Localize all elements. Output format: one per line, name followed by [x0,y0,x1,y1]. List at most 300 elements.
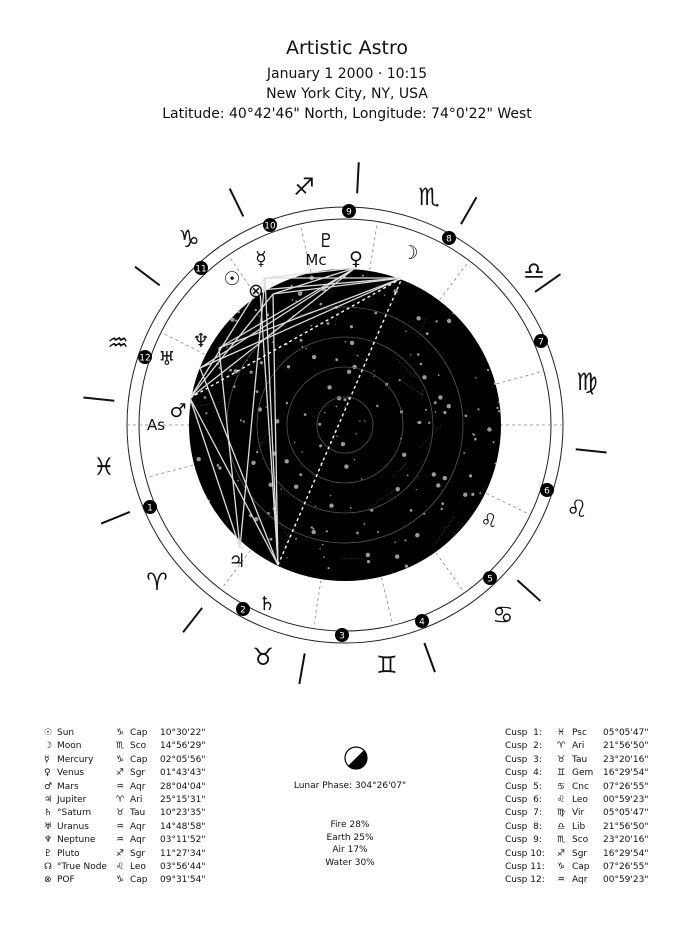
planet-icon: ⊗ [44,875,52,886]
sign-abbr: Aqr [130,781,146,792]
star-dot [207,544,210,547]
cusp-position: 16°29'54" [603,768,649,779]
star-dot [210,317,214,321]
zodiac-boundary-tick [183,608,202,632]
planet-pof-icon: ⊗ [248,280,264,302]
star-dot [319,548,320,549]
star-dot [489,542,490,543]
sign-abbr: Cap [130,875,148,886]
star-dot [434,401,437,404]
star-dot [438,374,440,376]
zodiac-libra-icon: ♎ [523,257,545,285]
cusp-row [505,740,665,753]
planet-position: 14°48'58" [160,821,206,832]
star-dot [376,405,378,407]
star-dot [436,483,440,487]
sign-icon: ♌ [557,794,566,805]
zodiac-boundary-tick [517,580,540,601]
house-cusp-line [313,580,321,628]
star-dot [362,275,364,277]
planet-mercury-icon: ☿ [255,248,267,270]
planet-row [44,767,264,780]
star-dot [374,312,377,315]
zodiac-boundary-tick [424,643,435,672]
star-dot [474,304,477,307]
zodiac-leo-icon: ♌ [566,495,588,523]
star-dot [295,538,297,540]
star-dot [465,564,468,567]
cusp-row [505,848,665,861]
star-dot [298,292,302,296]
star-dot [479,492,481,494]
sign-icon: ♒ [557,875,566,886]
star-dot [476,541,478,543]
star-dot [218,466,221,469]
star-dot [295,300,297,302]
sign-abbr: Aqr [572,875,588,886]
sign-icon: ♊ [557,768,566,779]
cusp-position: 23°20'16" [603,835,649,846]
zodiac-scorpio-icon: ♏ [418,183,440,211]
star-dot [435,411,437,413]
star-dot [474,438,477,441]
star-dot [357,355,359,357]
cusp-label: Cusp 4: [505,768,542,779]
star-dot [221,541,223,543]
star-dot [240,419,242,421]
star-dot [490,341,491,342]
birth-date: January 1 2000 · 10:15 [266,66,428,82]
sign-abbr: Ari [572,741,585,752]
sign-icon: ♒ [116,821,125,832]
sign-abbr: Sco [572,835,589,846]
svg-text:3: 3 [339,631,345,642]
star-dot [343,398,346,401]
star-dot [482,345,483,346]
planet-icon: ♇ [44,848,53,859]
sign-icon: ♐ [116,768,125,779]
sign-abbr: Sgr [130,768,146,779]
star-dot [407,474,409,476]
constellation-line [203,518,218,545]
star-dot [441,502,444,505]
zodiac-pisces-icon: ♓ [93,453,115,481]
house-number-11 [194,261,208,275]
cusp-position: 21°56'50" [603,821,649,832]
star-dot [315,506,316,507]
planet-icon: ♃ [44,794,53,805]
planet-position: 28°04'04" [160,781,206,792]
star-dot [287,557,288,558]
star-dot [272,285,274,287]
cusp-position: 00°59'23" [603,875,649,886]
sign-abbr: Leo [572,794,588,805]
star-dot [426,332,429,335]
star-dot [447,404,451,408]
star-dot [326,530,328,532]
house-cusp-line [370,222,378,270]
star-dot [494,463,496,465]
star-dot [335,358,338,361]
element-balance [250,819,450,869]
star-dot [336,436,337,437]
star-dot [443,476,447,480]
planet-position: 02°05'56" [160,754,206,765]
star-dot [208,500,210,502]
house-number-2 [236,602,250,616]
planet-row [44,861,264,874]
cusp-row [505,861,665,874]
sign-icon: ♈ [116,794,125,805]
star-dot [318,423,321,426]
star-dot [294,485,298,489]
zodiac-boundary-tick [135,267,160,286]
sign-icon: ♑ [116,728,125,738]
house-cusp-line [440,261,470,300]
cusp-position: 05°05'47" [603,728,649,738]
sign-icon: ♉ [116,808,125,819]
lunar-phase-label: Lunar Phase: 304°26'07" [293,781,407,791]
cusp-label: Cusp 8: [505,821,542,832]
cusp-label: Cusp 3: [505,754,542,765]
planet-position: 10°30'22" [160,728,206,738]
star-dot [493,441,495,443]
svg-text:9: 9 [346,207,352,218]
planet-row [44,821,264,834]
planet-row [44,874,264,887]
star-dot [493,293,494,294]
star-dot [405,565,408,568]
star-dot [330,495,331,496]
cusp-label: Cusp 12: [505,875,545,886]
zodiac-cancer-icon: ♋ [492,601,514,629]
star-dot [274,577,277,580]
star-dot [260,361,263,364]
planet-icon: ☿ [44,754,50,765]
planet-position: 25°15'31" [160,794,206,805]
star-dot [441,508,443,510]
planet-row [44,834,264,847]
planet-venus-icon: ♀ [349,248,363,270]
star-dot [394,542,396,544]
planet-row [44,740,264,753]
star-dot [214,273,217,276]
zodiac-boundary-tick [576,449,607,452]
house-number-10 [263,218,277,232]
planet-uranus-icon: ♅ [158,348,176,370]
planet-icon: ☽ [44,741,53,752]
cusp-row [505,821,665,834]
star-dot [494,382,497,385]
star-dot [243,420,245,422]
planet-icon: ♆ [44,835,53,846]
planet-name: Moon [57,741,82,752]
star-dot [327,385,331,389]
star-dot [347,370,351,374]
sign-abbr: Ari [130,794,143,805]
sign-abbr: Tau [572,754,588,765]
svg-text:12: 12 [139,353,151,364]
star-dot [359,421,360,422]
star-dot [416,316,420,320]
planet-position: 11°27'34" [160,848,206,859]
star-dot [366,553,370,557]
cusp-label: Cusp 1: [505,728,542,738]
sign-icon: ♎ [557,821,566,832]
sign-abbr: Cap [130,728,148,738]
sign-icon: ♍ [557,808,566,819]
cusp-row [505,807,665,820]
star-dot [265,407,266,408]
star-dot [299,473,302,476]
star-dot [304,413,307,416]
planet-row [44,727,264,740]
svg-text:2: 2 [240,605,246,616]
constellation-line [457,536,459,565]
zodiac-gemini-icon: ♊ [376,651,398,679]
star-dot [287,365,290,368]
planet-position: 03°11'52" [160,835,206,846]
star-dot [424,275,426,277]
star-dot [392,268,396,272]
star-dot [463,493,467,497]
sign-abbr: Aqr [130,821,146,832]
svg-text:5: 5 [487,574,493,585]
planet-neptune-icon: ♆ [192,330,210,352]
sign-abbr: Sgr [130,848,146,859]
star-dot [291,285,293,287]
star-dot [432,557,435,560]
zodiac-boundary-tick [461,197,477,224]
star-dot [218,267,220,269]
planet-position: 09°31'54" [160,875,206,886]
star-dot [490,269,492,271]
planet-name: Mars [57,781,79,792]
planet-position: 01°43'43" [160,768,206,779]
star-dot [311,526,313,528]
star-dot [281,489,282,490]
zodiac-boundary-tick [357,162,359,193]
element-water: Water 30% [325,857,375,868]
star-dot [364,523,366,525]
star-dot [354,459,355,460]
star-dot [487,369,489,371]
star-dot [305,348,307,350]
cusp-label: Cusp 5: [505,781,542,792]
cusp-row [505,794,665,807]
star-dot [395,554,399,558]
star-dot [384,294,385,295]
planet-jupiter-icon: ♃ [228,550,246,572]
star-dot [475,377,477,379]
star-dot [436,320,438,322]
star-dot [422,375,426,379]
star-dot [367,560,370,563]
star-dot [451,579,454,582]
svg-text:7: 7 [538,337,544,348]
zodiac-aquarius-icon: ♒ [107,329,129,357]
sign-abbr: Gem [572,768,594,779]
planet-icon: ♀ [44,768,51,779]
cusp-label: Cusp 2: [505,741,542,752]
cusp-label: Cusp 10: [505,848,545,859]
sign-icon: ♐ [116,848,125,859]
star-dot [428,422,430,424]
star-dot [292,299,294,301]
star-dot [396,487,400,491]
star-dot [230,535,233,538]
planet-icon: ♅ [44,821,53,832]
house-number-7 [534,334,548,348]
cusp-position: 16°29'54" [603,848,649,859]
house-cusp-line [497,371,544,384]
star-dot [230,318,234,322]
star-dot [399,379,401,381]
element-earth: Earth 25% [326,832,374,843]
star-dot [205,412,207,414]
planet-positions-table [44,727,264,888]
planet-icon: ☉ [44,728,53,738]
star-dot [319,444,322,447]
star-dot [498,401,500,403]
sign-abbr: Psc [572,728,587,738]
star-dot [320,303,323,306]
star-dot [471,493,474,496]
star-dot [484,498,485,499]
star-dot [432,472,436,476]
star-dot [377,531,379,533]
planet-pluto-icon: ♇ [317,230,335,252]
midheaven-label: Mc [305,251,327,269]
zodiac-boundary-tick [230,189,244,217]
star-dot [373,370,374,371]
svg-text:11: 11 [195,264,207,275]
star-dot [477,408,479,410]
star-dot [350,325,353,328]
svg-text:1: 1 [147,503,153,514]
cusp-label: Cusp 7: [505,808,542,819]
cusp-row [505,781,665,794]
star-dot [271,566,275,570]
cusp-position: 23°20'16" [603,754,649,765]
birth-place: New York City, NY, USA [266,86,428,102]
house-number-9 [342,204,356,218]
star-dot [193,514,197,518]
star-dot [417,353,420,356]
sign-abbr: Aqr [130,835,146,846]
star-dot [324,412,325,413]
star-dot [466,282,468,284]
element-fire: Fire 28% [330,820,370,830]
star-dot [473,434,475,436]
planet-name: °True Node [57,861,107,872]
sign-icon: ♉ [557,754,566,765]
star-dot [487,427,491,431]
sign-icon: ♐ [557,848,566,859]
star-dot [229,369,232,372]
star-dot [328,567,330,569]
star-dot [485,342,488,345]
star-dot [215,570,218,573]
planet-row [44,848,264,861]
cusp-position: 00°59'23" [603,794,649,805]
star-dot [204,396,207,399]
star-dot [285,459,289,463]
planet-position: 14°56'29" [160,741,206,752]
star-dot [374,376,375,377]
zodiac-virgo-icon: ♍ [576,368,598,396]
star-dot [420,363,423,366]
planet-sun-icon: ☉ [223,268,241,290]
star-dot [250,371,253,374]
house-number-4 [415,614,429,628]
planet-icon: ♄ [44,808,53,819]
star-dot [418,421,421,424]
star-dot [350,341,354,345]
zodiac-boundary-tick [83,398,114,401]
element-air: Air 17% [332,845,368,855]
chart-title: Artistic Astro [285,37,408,59]
sign-icon: ♑ [116,754,125,765]
planet-row [44,781,264,794]
sign-icon: ♒ [116,781,125,792]
star-dot [410,509,413,512]
planet-position: 03°56'44" [160,861,206,872]
star-dot [496,407,498,409]
planet-name: Venus [57,768,85,779]
star-dot [217,464,220,467]
planet-name: Sun [57,728,75,738]
star-dot [356,433,357,434]
star-dot [498,410,500,412]
star-dot [447,319,451,323]
sign-icon: ♈ [557,741,566,752]
star-dot [410,354,411,355]
svg-text:10: 10 [264,221,276,232]
ascendant-label: As [146,416,166,434]
house-number-3 [335,628,349,642]
svg-text:6: 6 [544,486,550,497]
house-cusps-table [505,727,665,888]
star-dot [425,409,427,411]
star-dot [256,451,258,453]
sign-icon: ♌ [116,861,125,872]
cusp-position: 05°05'47" [603,808,649,819]
sign-icon: ♋ [557,781,566,792]
sign-abbr: Sgr [572,848,588,859]
planet-icon: ☊ [44,861,52,872]
star-dot [470,300,472,302]
house-number-8 [442,231,456,245]
star-dot [211,326,212,327]
planet-name: Uranus [57,821,89,832]
house-number-1 [143,500,157,514]
cusp-position: 21°56'50" [603,741,649,752]
star-dot [341,442,345,446]
star-dot [255,309,257,311]
sign-abbr: Cap [130,754,148,765]
star-dot [256,390,259,393]
cusp-position: 07°26'55" [603,861,649,872]
sign-icon: ♒ [116,835,125,846]
sign-abbr: Sco [130,741,147,752]
sign-icon: ♑ [116,875,125,886]
star-dot [272,342,273,343]
star-dot [226,532,229,535]
planet-position: 10°23'35" [160,808,206,819]
star-dot [189,460,193,464]
lunar-phase-icon [343,745,369,771]
